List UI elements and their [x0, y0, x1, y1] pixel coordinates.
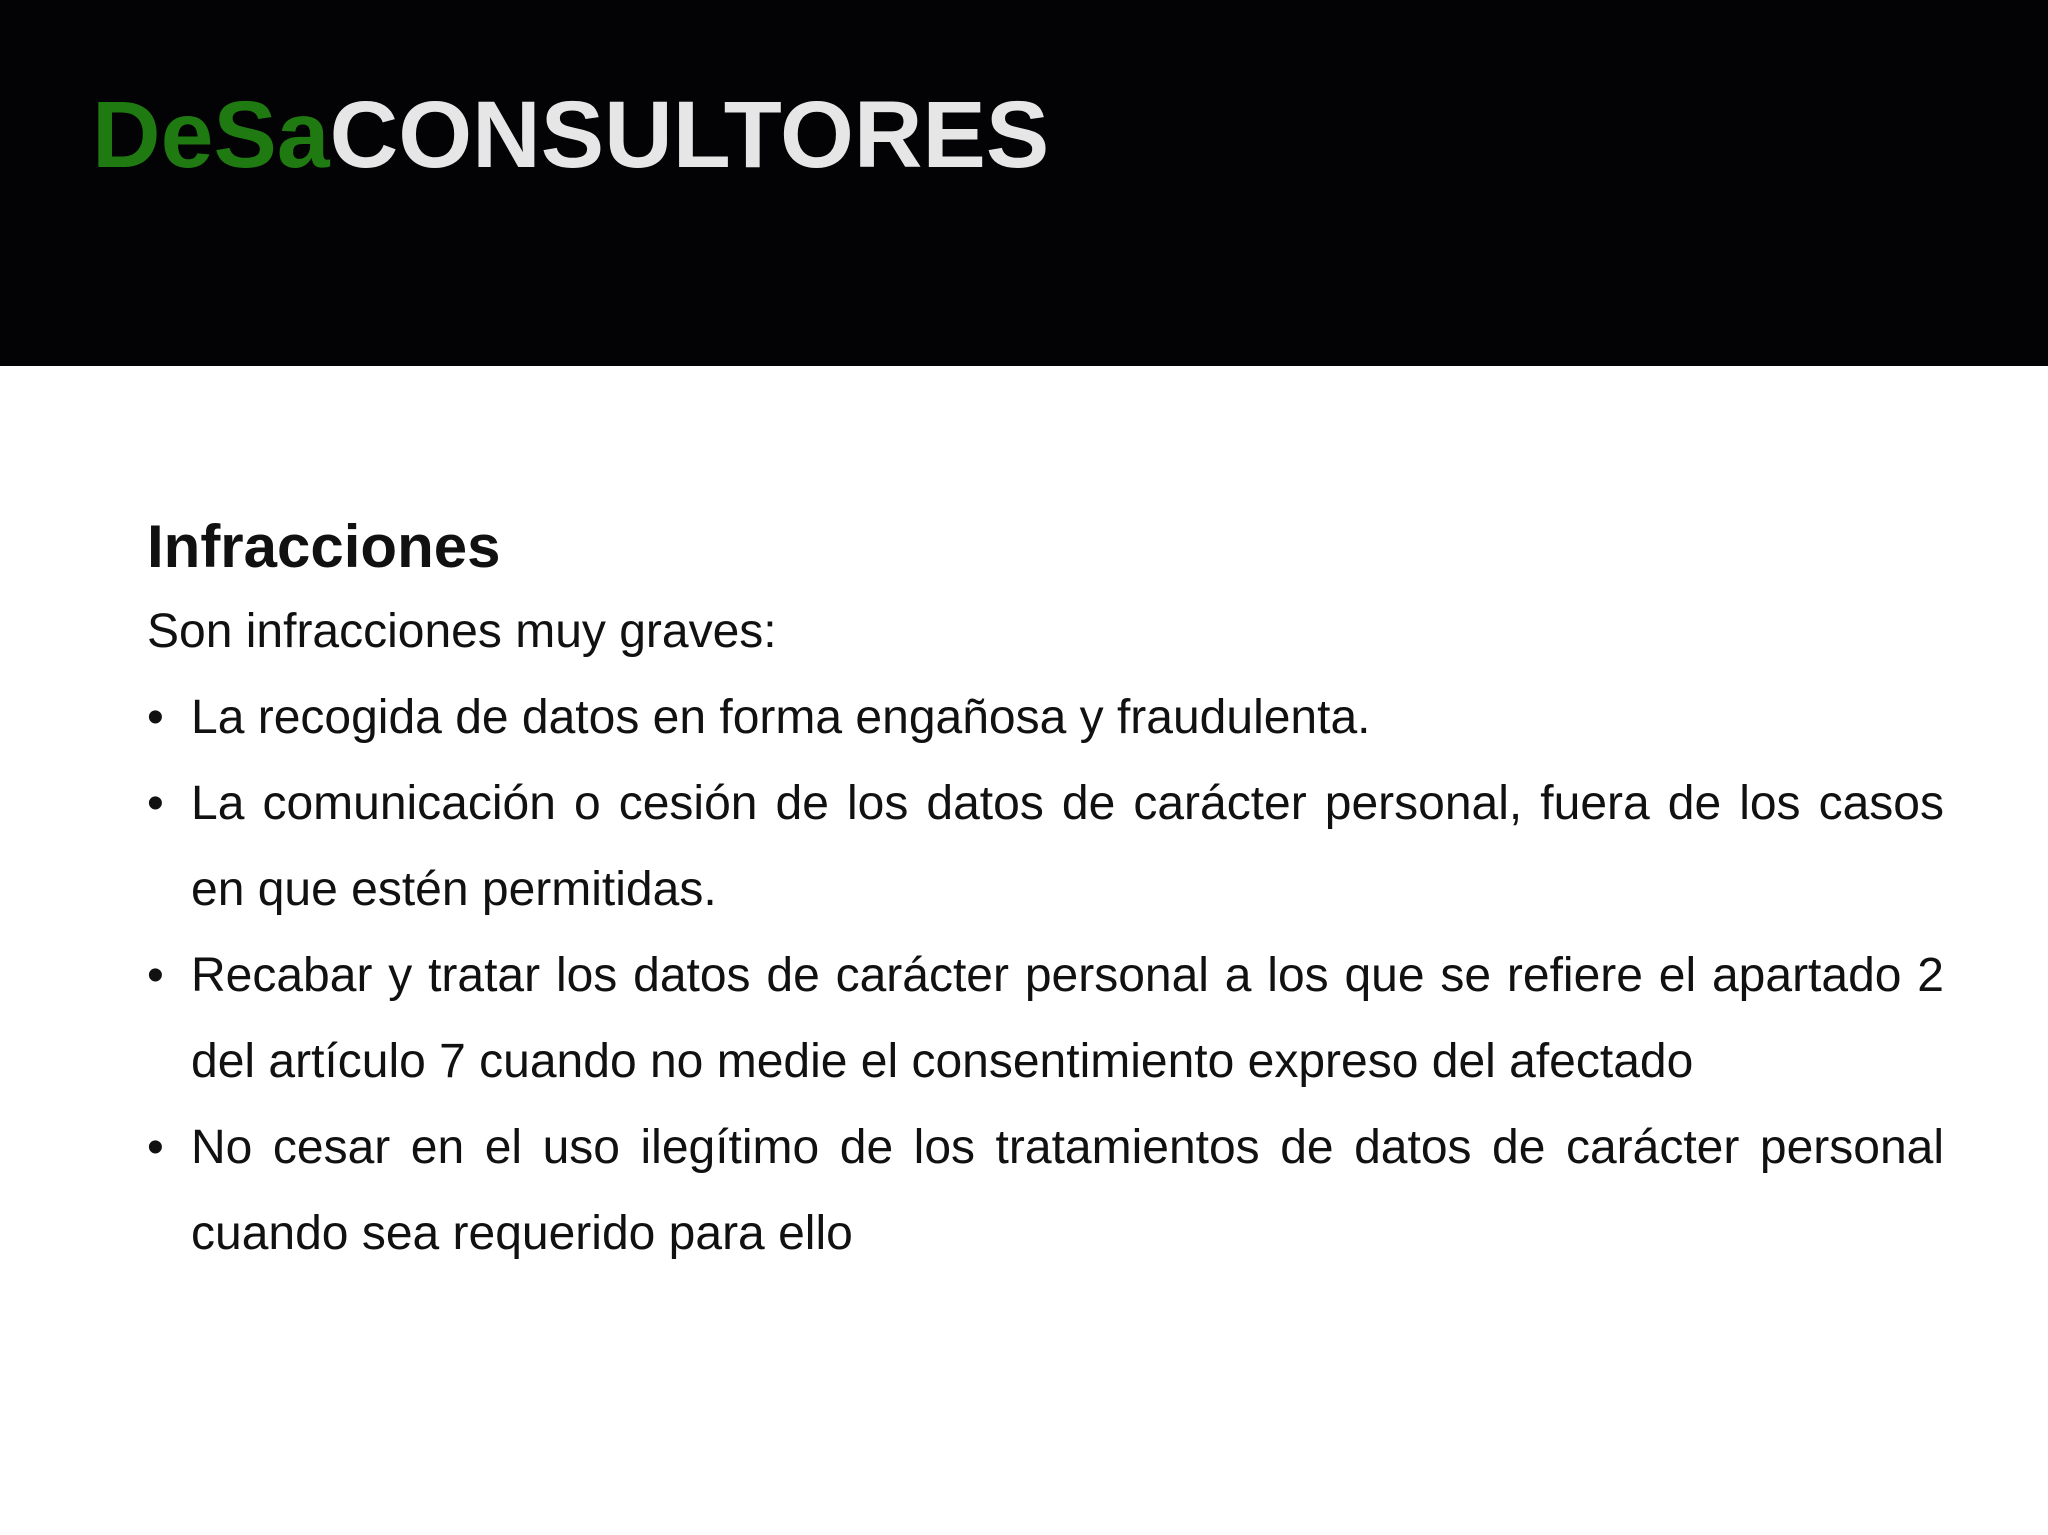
- list-item-text: La recogida de datos en forma engañosa y fraudulenta.: [191, 691, 1371, 744]
- infractions-list: [147, 675, 1944, 1277]
- bullet-icon: •: [147, 1121, 164, 1174]
- section-heading: Infracciones: [147, 513, 501, 580]
- list-item-text: No cesar en el uso ilegítimo de los tratamientos de datos de carácter personal cuando sea requerido para ello: [191, 1121, 1944, 1260]
- list-item: [147, 933, 1944, 1105]
- list-item: [147, 761, 1944, 933]
- bullet-icon: •: [147, 949, 164, 1002]
- logo-part-desa: DeSa: [92, 82, 330, 188]
- list-item: [147, 675, 1944, 761]
- bullet-icon: •: [147, 691, 164, 744]
- logo-part-consultores: CONSULTORES: [329, 82, 1050, 188]
- header-banner: [0, 0, 2048, 366]
- list-item: [147, 1105, 1944, 1277]
- company-logo: [92, 78, 1049, 193]
- intro-text: Son infracciones muy graves:: [147, 605, 777, 658]
- bullet-icon: •: [147, 777, 164, 830]
- list-item-text: La comunicación o cesión de los datos de carácter personal, fuera de los casos en que estén permitidas.: [191, 777, 1944, 916]
- list-item-text: Recabar y tratar los datos de carácter personal a los que se refiere el apartado 2 del artículo 7 cuando no medie el consentimiento expreso del afectado: [191, 949, 1944, 1088]
- slide-content: [147, 505, 1944, 1277]
